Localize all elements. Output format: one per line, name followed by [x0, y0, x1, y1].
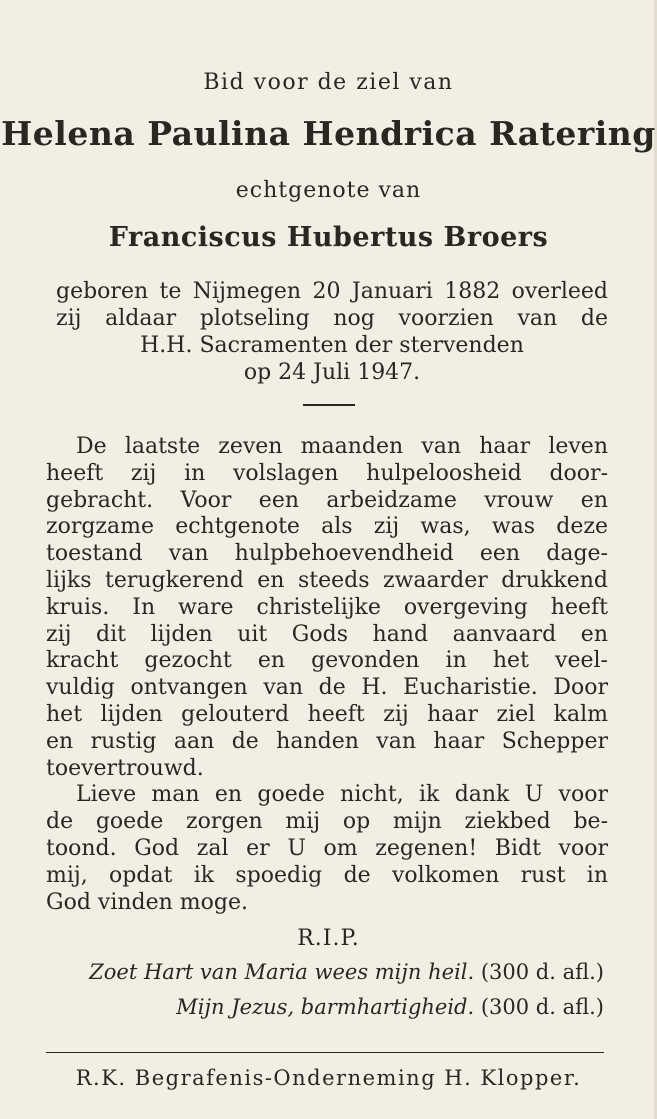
body-line: toevertrouwd.	[46, 755, 204, 781]
body-line: toond. God zal er U om zegenen! Bidt voor	[46, 835, 608, 861]
birth-line: geboren te Nijmegen 20 Januari 1882 overleed	[56, 279, 608, 304]
intro-text: Bid voor de ziel van	[203, 70, 454, 95]
prayer-line	[176, 995, 604, 1019]
body-line: Lieve man en goede nicht, ik dank U voor	[76, 782, 608, 808]
body-line: mij, opdat ik spoedig de volkomen rust in	[46, 862, 608, 888]
birth-line: op 24 Juli 1947.	[243, 360, 421, 385]
body-line: zij dit lijden uit Gods hand aanvaard en	[46, 621, 608, 647]
body-line: lijks terugkerend en steeds zwaarder drukkend	[46, 567, 608, 593]
indulgence-text: (300 d. afl.)	[480, 995, 604, 1019]
body-paragraph	[46, 434, 608, 916]
deceased-name: Helena Paulina Hendrica Ratering	[1, 114, 656, 153]
birth-death-paragraph	[56, 278, 608, 386]
body-line: toestand van hulpbehoevendheid een dage-	[46, 541, 608, 567]
body-line: kruis. In ware christelijke overgeving heeft	[46, 594, 608, 620]
prayer-text: Zoet Hart van Maria wees mijn heil.	[89, 960, 481, 984]
body-line: de goede zorgen mij op mijn ziekbed be-	[46, 809, 608, 835]
spouse-name: Franciscus Hubertus Broers	[108, 222, 549, 253]
footer-text: R.K. Begrafenis-Onderneming H. Klopper.	[75, 1066, 582, 1090]
body-line: gebracht. Voor een arbeidzame vrouw en	[46, 487, 608, 513]
prayer-text: Mijn Jezus, barmhartigheid.	[176, 995, 481, 1019]
indulgence-text: (300 d. afl.)	[480, 960, 604, 984]
footer-rule	[46, 1052, 604, 1053]
rip-text: R.I.P.	[297, 926, 360, 951]
body-line: heeft zij in volslagen hulpeloosheid door-	[46, 460, 608, 486]
birth-line: H.H. Sacramenten der stervenden	[140, 333, 524, 358]
separator-line	[303, 404, 355, 406]
body-line: het lijden gelouterd heeft zij haar ziel kalm	[46, 701, 608, 727]
body-line: vuldig ontvangen van de H. Eucharistie. Door	[46, 675, 608, 701]
body-line: De laatste zeven maanden van haar leven	[76, 434, 608, 459]
birth-line: zij aldaar plotseling nog voorzien van de	[56, 306, 608, 331]
prayer-line	[89, 960, 604, 984]
body-line: en rustig aan de handen van haar Schepper	[46, 728, 608, 754]
body-line: kracht gezocht en gevonden in het veel-	[46, 648, 608, 674]
spouse-label: echtgenote van	[235, 178, 422, 203]
body-line: God vinden moge.	[46, 889, 248, 915]
body-line: zorgzame echtgenote als zij was, was deze	[46, 514, 608, 540]
